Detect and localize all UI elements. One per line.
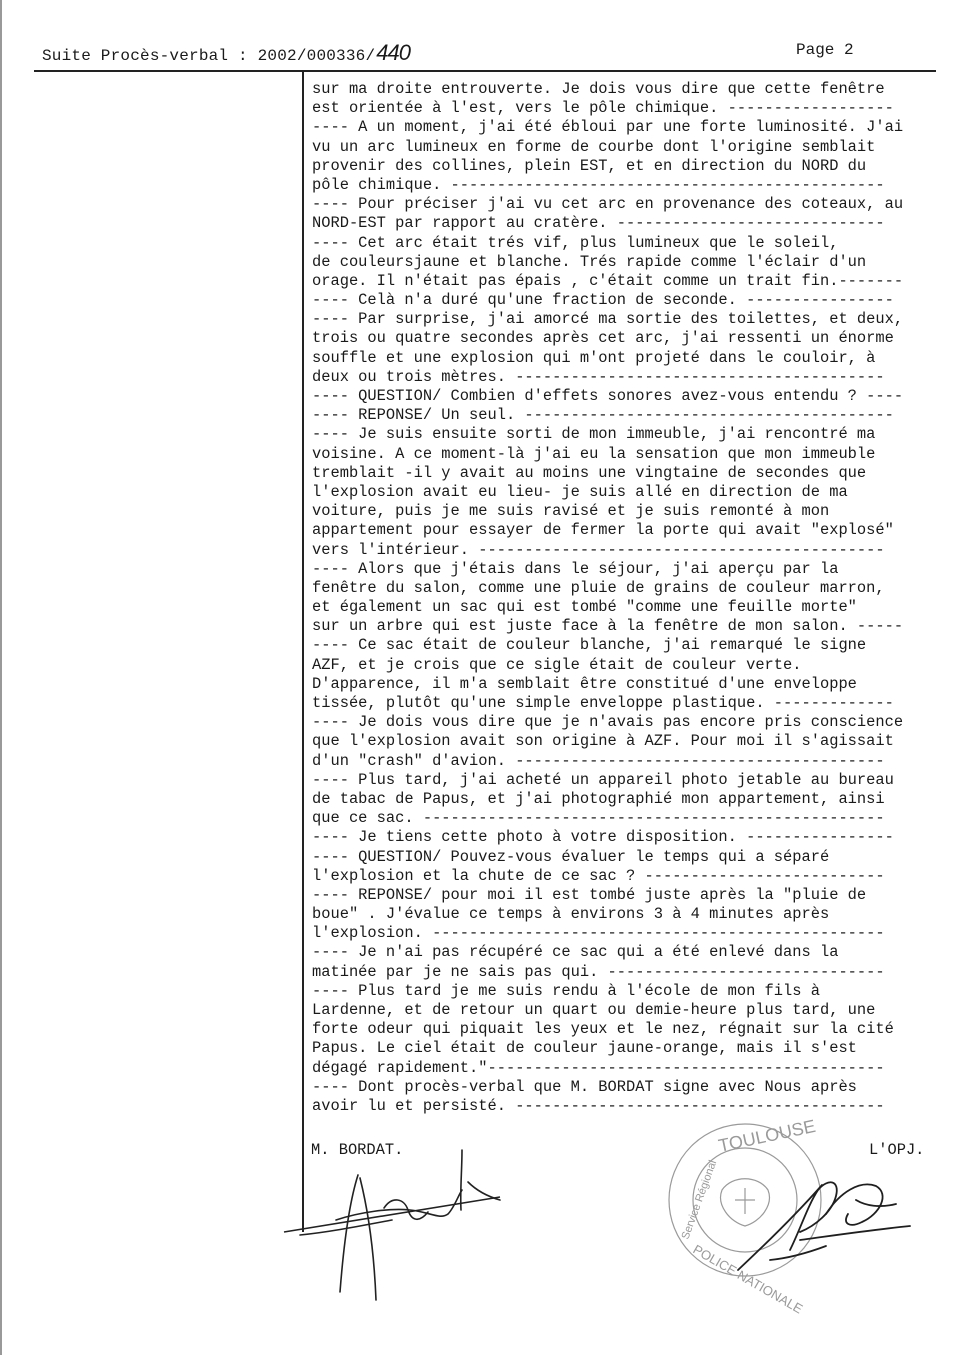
statement-line: tremblait -il y avait au moins une vingtaine de secondes que <box>312 463 867 482</box>
statement-line: pôle chimique. ----------------------------------------------- <box>312 175 885 194</box>
statement-line: trois ou quatre secondes après cet arc, j'ai ressenti un énorme <box>312 329 894 348</box>
statement-line: voiture, puis je me suis ravisé et je suis remonté à mon <box>312 502 830 521</box>
stamp-left-text: Service Régional <box>679 1158 720 1242</box>
statement-line: fenêtre du salon, comme une pluie de grains de couleur marron, <box>312 578 885 597</box>
witness-signature-label: M. BORDAT. <box>311 1141 404 1159</box>
handwritten-page-number: 440 <box>376 40 410 65</box>
statement-line: ---- REPONSE/ pour moi il est tombé juste après la "pluie de <box>312 885 867 904</box>
statement-line: matinée par je ne sais pas qui. ------------------------------ <box>312 962 885 981</box>
statement-line: sur un arbre qui est juste face à la fenêtre de mon salon. ----- <box>312 617 904 636</box>
statement-line: vers l'intérieur. -------------------------------------------- <box>312 540 885 559</box>
statement-line: ---- Je n'ai pas récupéré ce sac qui a été enlevé dans la <box>312 943 839 962</box>
statement-line: ---- Dont procès-verbal que M. BORDAT signe avec Nous après <box>312 1077 857 1096</box>
statement-line: ---- Je dois vous dire que je n'avais pas encore pris conscience <box>312 713 904 732</box>
statement-line: ---- QUESTION/ Pouvez-vous évaluer le temps qui a séparé <box>312 847 830 866</box>
statement-line: que l'explosion avait son origine à AZF. Pour moi il s'agissait <box>312 732 894 751</box>
stamp-top-text: TOULOUSE <box>716 1115 818 1156</box>
statement-line: l'explosion avait eu lieu- je suis allé en direction de ma <box>312 482 848 501</box>
statement-line: ---- Plus tard, j'ai acheté un appareil photo jetable au bureau <box>312 770 894 789</box>
statement-line: Lardenne, et de retour un quart ou demie-heure plus tard, une <box>312 1001 876 1019</box>
statement-line: que ce sac. -------------------------------------------------- <box>312 809 885 828</box>
statement-line: sur ma droite entrouverte. Je dois vous dire que cette fenêtre <box>312 80 885 98</box>
statement-line: D'apparence, il m'a semblait être constitué d'une enveloppe <box>312 674 857 693</box>
margin-box-bottom-line <box>284 1197 500 1232</box>
statement-line: voisine. A ce moment-là j'ai eu la sensation que mon immeuble <box>312 444 876 463</box>
page-number: Page 2 <box>796 41 854 59</box>
officer-signature-image <box>738 1182 910 1270</box>
statement-line: ---- A un moment, j'ai été ébloui par une forte luminosité. J'ai <box>312 118 904 137</box>
statement-line: de tabac de Papus, et j'ai photographié mon appartement, ainsi <box>312 789 885 808</box>
statement-line: NORD-EST par rapport au cratère. ----------------------------- <box>312 214 885 233</box>
police-stamp-image <box>669 1116 821 1317</box>
statement-line: de couleursjaune et blanche. Trés rapide comme l'éclair d'un <box>312 252 867 271</box>
statement-line: provenir des collines, plein EST, et en direction du NORD du <box>312 156 867 175</box>
statement-line: tissée, plutôt qu'une simple enveloppe plastique. ------------- <box>312 694 894 712</box>
statement-line: ---- Je tiens cette photo à votre disposition. ---------------- <box>312 828 894 847</box>
statement-line: ---- REPONSE/ Un seul. ---------------------------------------- <box>312 406 894 425</box>
statement-line: ---- Pour préciser j'ai vu cet arc en provenance des coteaux, au <box>312 195 904 214</box>
statement-line: l'explosion. ------------------------------------------------- <box>312 924 885 943</box>
statement-line: ---- QUESTION/ Combien d'effets sonores avez-vous entendu ? ---- <box>312 387 904 405</box>
statement-line: ---- Par surprise, j'ai amorcé ma sortie des toilettes, et deux, <box>312 310 904 329</box>
statement-line: ---- Ce sac était de couleur blanche, j'ai remarqué le signe <box>312 636 867 655</box>
statement-line: ---- Plus tard je me suis rendu à l'école de mon fils à <box>312 981 820 1000</box>
statement-line: souffle et une explosion qui m'ont projeté dans le couloir, à <box>312 348 876 367</box>
statement-line: deux ou trois mètres. ---------------------------------------- <box>312 367 885 386</box>
statement-line: ---- Celà n'a duré qu'une fraction de seconde. ---------------- <box>312 291 894 310</box>
statement-line: l'explosion et la chute de ce sac ? -------------------------- <box>312 866 885 885</box>
statement-line: d'un "crash" d'avion. ---------------------------------------- <box>312 751 885 770</box>
statement-line: ---- Cet arc était trés vif, plus lumineux que le soleil, <box>312 233 839 252</box>
statement-line: ---- Je suis ensuite sorti de mon immeuble, j'ai rencontré ma <box>312 425 876 444</box>
statement-line: boue" . J'évalue ce temps à environs 3 à 4 minutes après <box>312 905 830 924</box>
statement-line: et également un sac qui est tombé "comme une feuille morte" <box>312 598 857 617</box>
statement-line: ---- Alors que j'étais dans le séjour, j'ai aperçu par la <box>312 559 839 578</box>
stamp-bottom-text: POLICE NATIONALE <box>690 1241 806 1317</box>
statement-line: AZF, et je crois que ce sigle était de couleur verte. <box>312 655 802 674</box>
statement-line: vu un arc lumineux en forme de courbe dont l'origine semblait <box>312 137 876 156</box>
statement-line: avoir lu et persisté. ---------------------------------------- <box>312 1096 885 1115</box>
statement-line: dégagé rapidement."------------------------------------------- <box>312 1058 885 1077</box>
officer-signature-label: L'OPJ. <box>869 1141 925 1159</box>
statement-line: appartement pour essayer de fermer la porte qui avait "explosé" <box>312 521 894 540</box>
header-reference-text: Suite Procès-verbal : 2002/000336/ <box>42 47 376 65</box>
statement-line: Papus. Le ciel était de couleur jaune-orange, mais il s'est <box>312 1039 857 1058</box>
statement-line: orage. Il n'était pas épais , c'était comme un trait fin.------- <box>312 271 904 290</box>
statement-line: forte odeur qui piquait les yeux et le nez, régnait sur la cité <box>312 1020 894 1039</box>
statement-line: est orientée à l'est, vers le pôle chimique. ------------------ <box>312 99 894 118</box>
